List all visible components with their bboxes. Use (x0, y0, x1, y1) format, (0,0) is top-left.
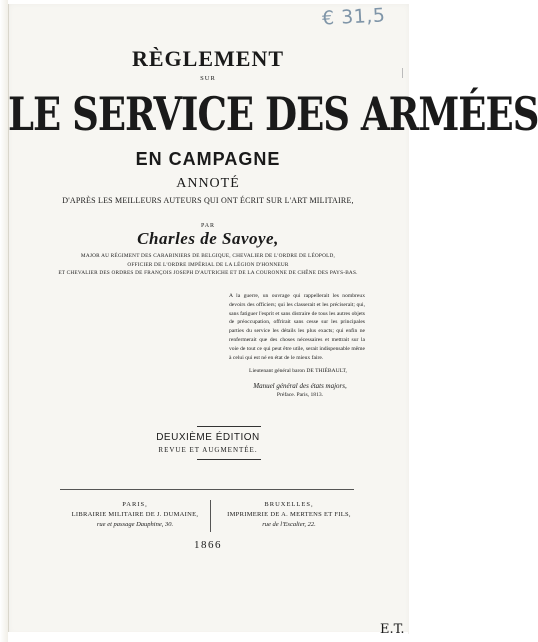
author-rank-line: ET CHEVALIER DES ORDRES DE FRANÇOIS JOSEPH D'AUTRICHE ET DE LA COURONNE DE CHÊNE DES PAYS-BAS. (58, 270, 358, 277)
title-en-campagne: EN CAMPAGNE (135, 149, 281, 169)
handwritten-price-note: € 31,5 (321, 4, 386, 30)
author-rank-line: MAJOR AU RÉGIMENT DES CARABINIERS DE BELGIQUE, CHEVALIER DE L'ORDRE DE LÉOPOLD, (80, 253, 336, 259)
page-bottom-margin (8, 632, 408, 642)
imprint-rule (60, 489, 354, 490)
imprint-bruxelles (214, 500, 364, 530)
imprint-divider (210, 500, 211, 532)
edition-rule-bottom (197, 459, 261, 460)
subtitle-annote: ANNOTÉ (176, 176, 240, 191)
epigraph-signature: Lieutenant général baron DE THIÉBAULT, (249, 368, 347, 374)
edition-rule-top (197, 426, 261, 427)
author-name: Charles de Savoye, (137, 229, 279, 248)
edition-revue-label: REVUE ET AUGMENTÉE. (158, 446, 258, 454)
title-sur: SUR (200, 75, 216, 82)
epigraph-publication: Préface. Paris, 1813. (276, 392, 324, 398)
label-par: PAR (200, 223, 216, 229)
imprint-address: rue de l'Escalier, 22. (262, 521, 316, 528)
edition-label: DEUXIÈME ÉDITION (156, 432, 260, 443)
seller-watermark: E.T. (380, 622, 405, 637)
subtitle-apres: D'APRÈS LES MEILLEURS AUTEURS QUI ONT ÉCRIT SUR L'ART MILITAIRE, (62, 196, 354, 205)
epigraph-quote: A la guerre, un ouvrage qui rappellerait les nombreux devoirs des officiers; qui les classerait et les préciserait; qui, sans fatiguer l'esprit et sans distraire de tous les autres objets de préoccupation, offrirait sans cesse sur les principales parties du service les détails les plus exacts; qui enfin ne renfermerait que des choses nécessaires et mettrait sur la voie de tout ce qui peut être utile, serait indispensable même à celui qui est né en état de le mieux faire. (229, 293, 365, 361)
imprint-city: BRUXELLES, (264, 501, 314, 508)
author-ranks (8, 252, 408, 278)
page-edge-shadow (0, 0, 8, 642)
imprint-firm: LIBRAIRIE MILITAIRE DE J. DUMAINE, (71, 511, 199, 518)
imprint-paris (60, 500, 210, 530)
title-reglement: RÈGLEMENT (131, 46, 285, 71)
epigraph-source: Manuel général des états majors, (253, 382, 347, 390)
imprint-address: rue et passage Dauphine, 30. (96, 521, 174, 528)
imprint-city: PARIS, (122, 501, 148, 508)
author-rank-line: OFFICIER DE L'ORDRE IMPÉRIAL DE LA LÉGION D'HONNEUR (127, 261, 289, 268)
publication-year: 1866 (194, 539, 222, 551)
imprint-firm: IMPRIMERIE DE A. MERTENS ET FILS, (227, 511, 351, 518)
title-service-des-armees: LE SERVICE DES ARMÉES (8, 86, 538, 141)
